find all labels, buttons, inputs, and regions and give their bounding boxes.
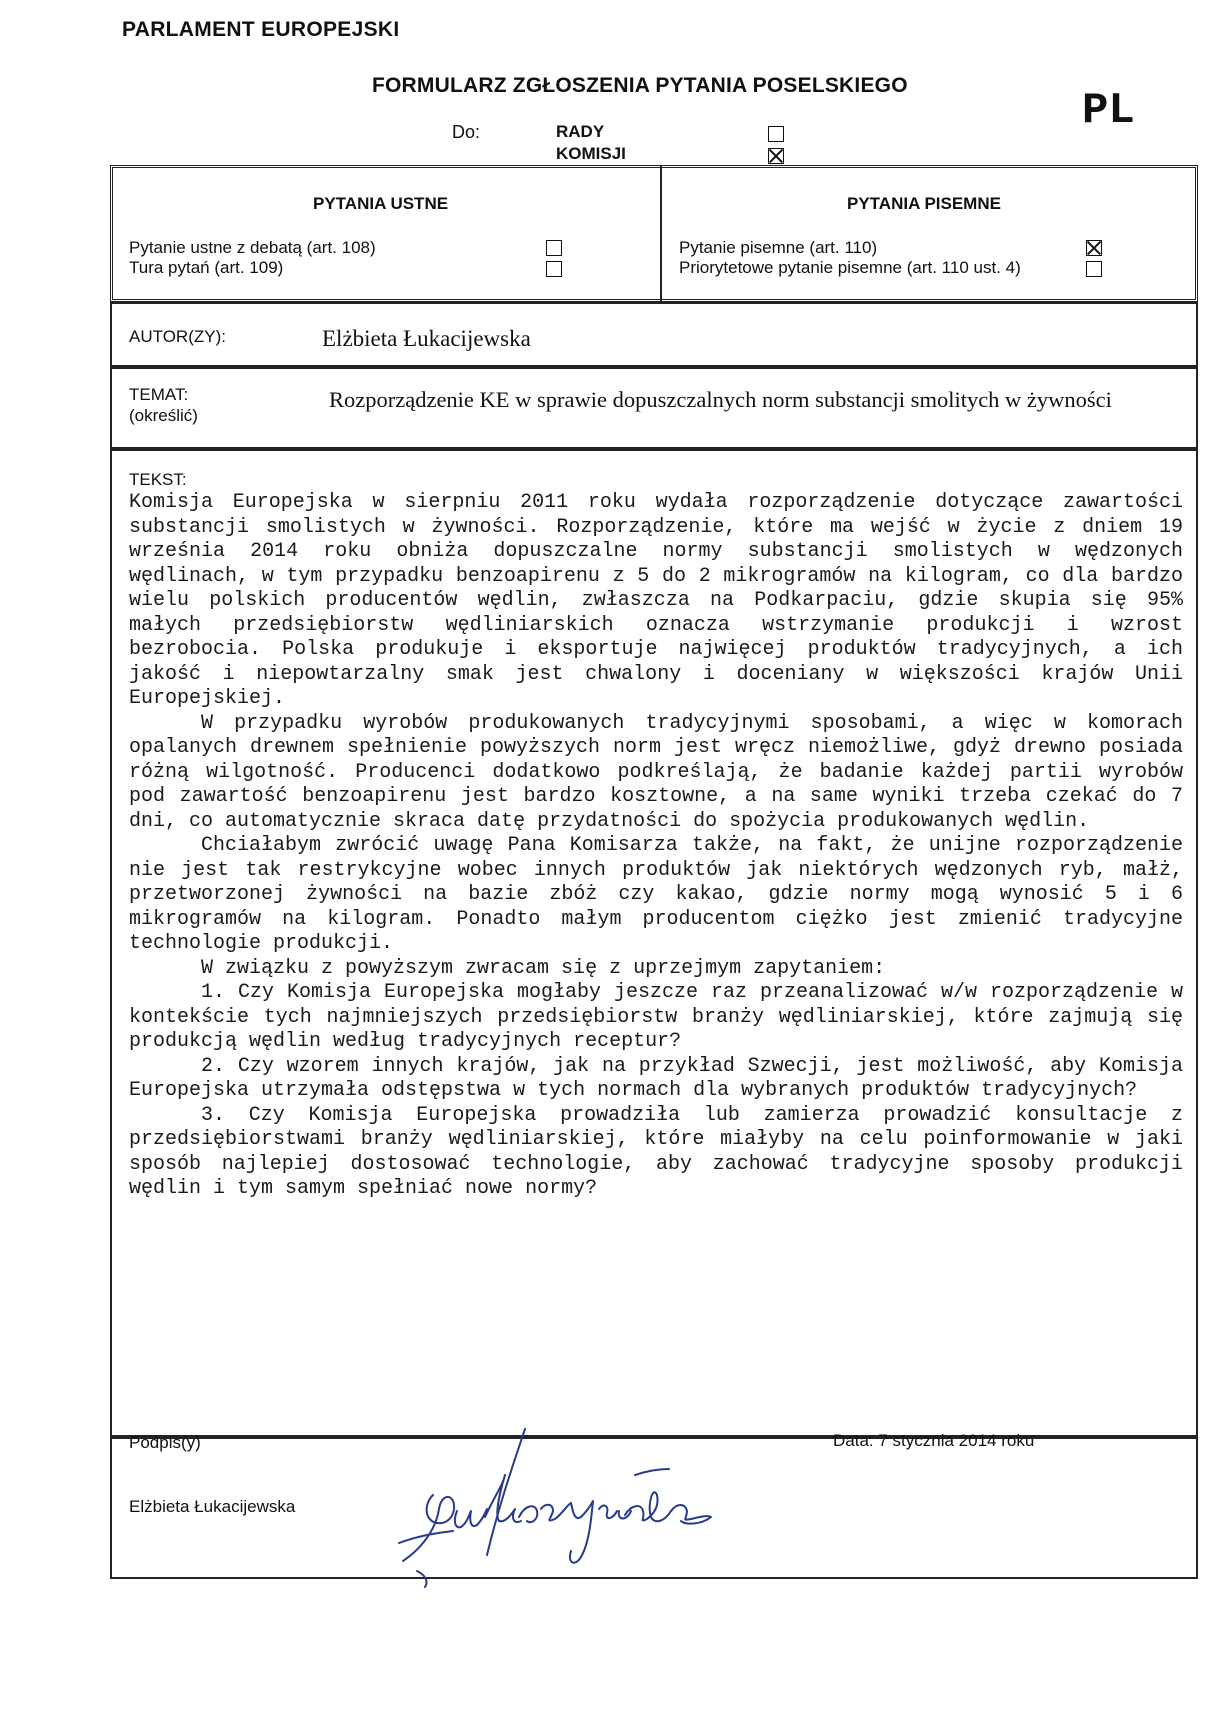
author-label: AUTOR(ZY): <box>129 327 226 346</box>
text-paragraph: W związku z powyższym zwracam się z uprzejmym zapytaniem: <box>201 956 886 980</box>
priority-written-question-label: Priorytetowe pytanie pisemne (art. 110 ust. 4) <box>679 258 1021 277</box>
topic-value: Rozporządzenie KE w sprawie dopuszczalnych norm substancji smolitych w żywności <box>329 387 1112 412</box>
question-time-label: Tura pytań (art. 109) <box>129 258 284 277</box>
recipient-label: Do: <box>452 122 481 142</box>
recipient-option-council-checkbox[interactable] <box>768 126 784 142</box>
priority-written-question-checkbox[interactable] <box>1086 261 1102 277</box>
date-text: Data: 7 stycznia 2014 roku <box>833 1431 1035 1450</box>
written-question-label: Pytanie pisemne (art. 110) <box>679 238 878 257</box>
text-paragraph: W przypadku wyrobów produkowanych tradycyjnymi sposobami, a więc w komorach opalanych drewnem spełnienie powyższych norm jest wręcz niemożliwe, gdyż drewno posiada różną wilgotność. Producenci dodatkowo podkreślają, że badanie każdej partii wyrobów pod zawartość benzoapirenu jest bardzo kosztowne, a na same wyniki trzeba czekać do 7 dni, co automatycznie skraca datę przydatności do spożycia produkowanych wędlin. <box>129 711 1183 833</box>
question-type-section <box>110 165 1198 302</box>
signature-stroke <box>671 1505 711 1524</box>
signer-name: Elżbieta Łukacijewska <box>129 1497 296 1516</box>
text-paragraph: Komisja Europejska w sierpniu 2011 roku wydała rozporządzenie dotyczące zawartości substancji smolistych w żywności. Rozporządzenie, które ma wejść w życie z dniem 19 września 2014 roku obniża dopuszczalne normy substancji smolistych w wędzonych wędlinach, w tym przypadku benzoapirenu z 5 do 2 mikrogramów na kilogram, co dla bardzo wielu polskich producentów wędlin, zwłaszcza na Podkarpaciu, gdzie skupia się 95% małych przedsiębiorstw wędliniarskich oznacza wstrzymanie produkcji i wzrost bezrobocia. Polska produkuje i eksportuje najwięcej produktów tradycyjnych, a ich jakość i niepowtarzalny smak jest chwalony i doceniany w większości krajów Unii Europejskiej. <box>129 491 1183 710</box>
recipient-option-commission-label: KOMISJI <box>556 144 626 163</box>
signature-stroke <box>399 1531 453 1543</box>
author-name: Elżbieta Łukacijewska <box>322 326 531 351</box>
oral-question-debate-checkbox[interactable] <box>546 240 562 256</box>
language-code: PL <box>1082 86 1135 136</box>
signature-label: Podpis(y) <box>129 1433 201 1452</box>
signature-stroke <box>570 1501 593 1563</box>
question-item-3: 3. Czy Komisja Europejska prowadziła lub zamierza prowadzić konsultacje z przedsiębiorstwami branży wędliniarskiej, które miałyby na celu poinformowanie w jaki sposób najlepiej dostosować technologie, aby zachować tradycyjne sposoby produkcji wędlin i tym samym spełniać nowe normy? <box>129 1103 1183 1200</box>
oral-question-debate-label: Pytanie ustne z debatą (art. 108) <box>129 238 376 257</box>
oral-questions-heading: PYTANIA USTNE <box>313 194 449 213</box>
signature-stroke <box>403 1495 454 1561</box>
form-title: FORMULARZ ZGŁOSZENIA PYTANIA POSELSKIEGO <box>372 74 908 97</box>
question-item-2: 2. Czy wzorem innych krajów, jak na przykład Szwecji, jest możliwość, aby Komisja Europejska utrzymała odstępstwa w tych normach dla wybranych produktów tradycyjnych? <box>129 1054 1183 1102</box>
written-question-checkbox[interactable] <box>1086 240 1102 256</box>
topic-sublabel: (określić) <box>129 406 198 425</box>
text-paragraph: Chciałabym zwrócić uwagę Pana Komisarza także, na fakt, że unijne rozporządzenie nie jest tak restrykcyjne wobec innych produktów jak niektórych wędzonych ryb, małż, przetworzonej żywności na bazie zbóż czy kakao, gdzie normy mogą wynosić 5 i 6 mikrogramów na kilogram. Ponadto małym producentom ciężko jest zmienić tradycyjne technologie produkcji. <box>129 834 1183 955</box>
signature-stroke <box>635 1469 669 1475</box>
signature-stroke <box>519 1503 571 1522</box>
handwritten-signature <box>395 1425 775 1590</box>
signature-stroke <box>417 1571 427 1587</box>
author-section <box>110 302 1198 367</box>
recipient-option-council-label: RADY <box>556 122 605 141</box>
text-label: TEKST: <box>129 470 187 489</box>
question-time-checkbox[interactable] <box>546 261 562 277</box>
signature-stroke <box>487 1429 525 1555</box>
signature-stroke <box>455 1509 487 1527</box>
column-divider <box>660 165 662 302</box>
question-item-1: 1. Czy Komisja Europejska mogłaby jeszcze raz przeanalizować w/w rozporządzenie w kontekście tych najmniejszych przedsiębiorstw branży wędliniarskiej, które zajmują się produkcją wędlin według tradycyjnych receptur? <box>129 981 1183 1053</box>
topic-label: TEMAT: <box>129 385 189 404</box>
signature-stroke <box>599 1492 671 1521</box>
question-text <box>129 491 1183 1202</box>
written-questions-heading: PYTANIA PISEMNE <box>847 194 1001 213</box>
recipient-option-commission-checkbox[interactable] <box>768 148 784 164</box>
institution-name: PARLAMENT EUROPEJSKI <box>122 18 400 41</box>
